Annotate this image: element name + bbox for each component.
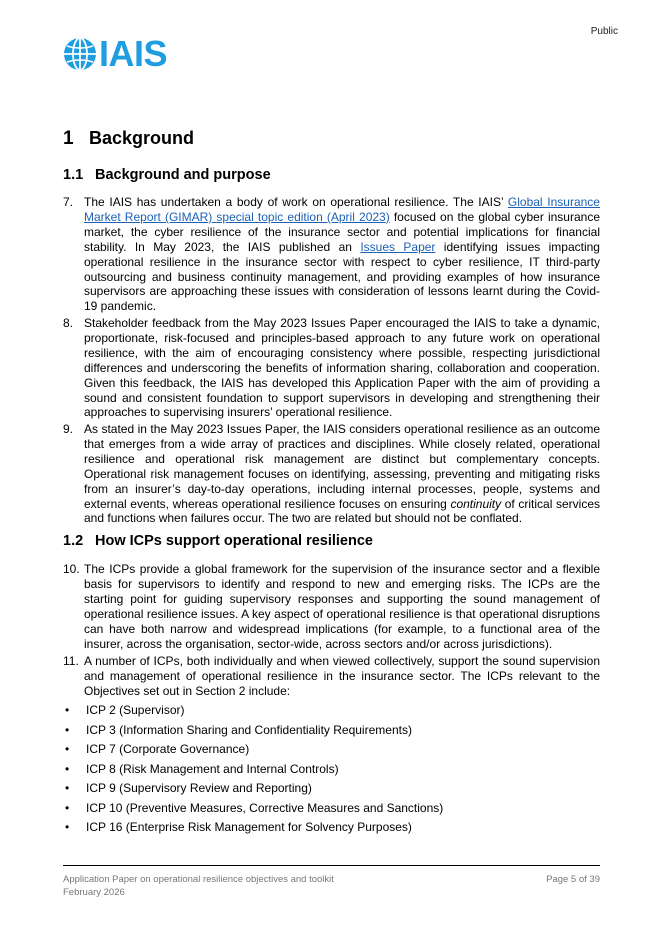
list-item-text: ICP 9 (Supervisory Review and Reporting) [86, 781, 312, 795]
list-item-text: ICP 8 (Risk Management and Internal Controls) [86, 761, 339, 776]
paragraph-number: 10. [63, 562, 80, 576]
paragraph-text-segment: identifying issues impacting operational resilience in the insurance sector with respect to cyber resilience, IT third-party outsourcing and business continuity management, and providing examples of how insurance supervisors are approaching these issues with consideration of lessons learnt during the Covid-19 pandemic. [84, 239, 600, 314]
paragraph-10 [63, 562, 600, 651]
icp-list [63, 703, 443, 840]
list-item [63, 762, 443, 782]
subsection-number: 1.2 [63, 533, 84, 549]
paragraph-text: The ICPs provide a global framework for the supervision of the insurance sector and a flexible basis for supervisors to identify and respond to new and emerging risks. The ICPs are the starting point for guiding supervisory responses and supporting the sound management of operational resilience issues. A key aspect of operational resilience is that operational disruptions can have both narrow and widespread implications (for example, to a functional area of the insurer, across the organisation, sector-wide, across sectors and/or across jurisdictions). [84, 562, 600, 651]
list-item [63, 781, 443, 801]
paragraph-number: 8. [63, 316, 74, 330]
bullet-icon: • [65, 703, 70, 717]
paragraph-number: 7. [63, 195, 74, 209]
subsection-title: Background and purpose [95, 167, 271, 183]
paragraph-number: 9. [63, 422, 74, 436]
paragraph-text: A number of ICPs, both individually and when viewed collectively, support the sound supervision and management of operational resilience in the insurance sector. The ICPs relevant to the Objectives set out in Section 2 include: [84, 654, 600, 698]
list-item [63, 703, 443, 723]
section-title: Background [89, 128, 195, 148]
bullet-icon: • [65, 722, 70, 737]
footer-document-title: Application Paper on operational resilience objectives and toolkit [63, 874, 334, 885]
footer-divider [63, 865, 600, 866]
footer-document-info [63, 874, 334, 899]
paragraph-text-segment: As stated in the May 2023 Issues Paper, the IAIS considers operational resilience as an outcome that emerges from a wide array of practices and disciplines. While closely related, operational resilience and operational risk management are distinct but complementary concepts. Operational risk management focuses on identifying, assessing, preventing and mitigating risks from an insurer’s day-to-day operations, including internal processes, people, systems and external events, whereas operational resilience focuses on ensuring [84, 422, 600, 511]
section-number: 1 [63, 128, 74, 149]
iais-logo [63, 33, 168, 74]
paragraph-9 [63, 422, 600, 526]
list-item [63, 742, 443, 762]
bullet-icon: • [65, 761, 70, 776]
list-item [63, 801, 443, 821]
paragraph-text [84, 422, 600, 526]
paragraph-11 [63, 654, 600, 699]
paragraph-text [84, 195, 600, 314]
classification-label: Public [590, 26, 618, 37]
bullet-icon: • [65, 742, 70, 756]
bullet-icon: • [65, 781, 70, 795]
paragraph-number: 11. [63, 654, 79, 668]
paragraph-text-segment: focused on the global cyber insurance market, the cyber resilience of the insurance sector and potential implications for financial stability. In May 2023, the IAIS published an [84, 209, 600, 254]
emphasis-continuity: continuity [450, 496, 502, 511]
issues-paper-link[interactable]: Issues Paper [360, 239, 436, 254]
subsection-title: How ICPs support operational resilience [95, 533, 373, 549]
section-heading [63, 128, 194, 150]
paragraph-8 [63, 316, 600, 420]
list-item-text: ICP 16 (Enterprise Risk Management for Solvency Purposes) [86, 820, 412, 834]
page-number: Page 5 of 39 [546, 874, 600, 885]
paragraph-text-segment: of critical services and functions when failures occur. The two are related but should not be conflated. [84, 496, 600, 526]
paragraph-text: Stakeholder feedback from the May 2023 Issues Paper encouraged the IAIS to take a dynamic, proportionate, risk-focused and principles-based approach to any future work on operational resilience, with the aim of encouraging consistency where possible, respecting jurisdictional differences and underscoring the benefits of information sharing, collaboration and cooperation. Given this feedback, the IAIS has developed this Application Paper with the aim of providing a sound and consistent foundation to support supervisors in developing and strengthening their approaches to supervising insurers’ operational resilience. [84, 316, 600, 420]
logo-text: IAIS [99, 33, 168, 74]
paragraph-text-segment: The IAIS has undertaken a body of work on operational resilience. The IAIS’ [84, 195, 508, 209]
list-item [63, 820, 443, 840]
subsection-number: 1.1 [63, 167, 84, 183]
footer-date: February 2026 [63, 886, 125, 898]
globe-icon [63, 37, 97, 71]
list-item-text: ICP 10 (Preventive Measures, Corrective Measures and Sanctions) [86, 800, 444, 815]
list-item-text: ICP 7 (Corporate Governance) [86, 742, 250, 756]
bullet-icon: • [65, 800, 70, 815]
subsection-heading-1-1 [63, 167, 271, 183]
bullet-icon: • [65, 820, 70, 834]
list-item-text: ICP 3 (Information Sharing and Confidentiality Requirements) [86, 722, 412, 737]
list-item [63, 723, 443, 743]
gimar-report-link[interactable]: Global Insurance Market Report (GIMAR) special topic edition (April 2023) [84, 195, 600, 224]
list-item-text: ICP 2 (Supervisor) [86, 703, 185, 717]
subsection-heading-1-2 [63, 533, 373, 549]
paragraph-7 [63, 195, 600, 314]
